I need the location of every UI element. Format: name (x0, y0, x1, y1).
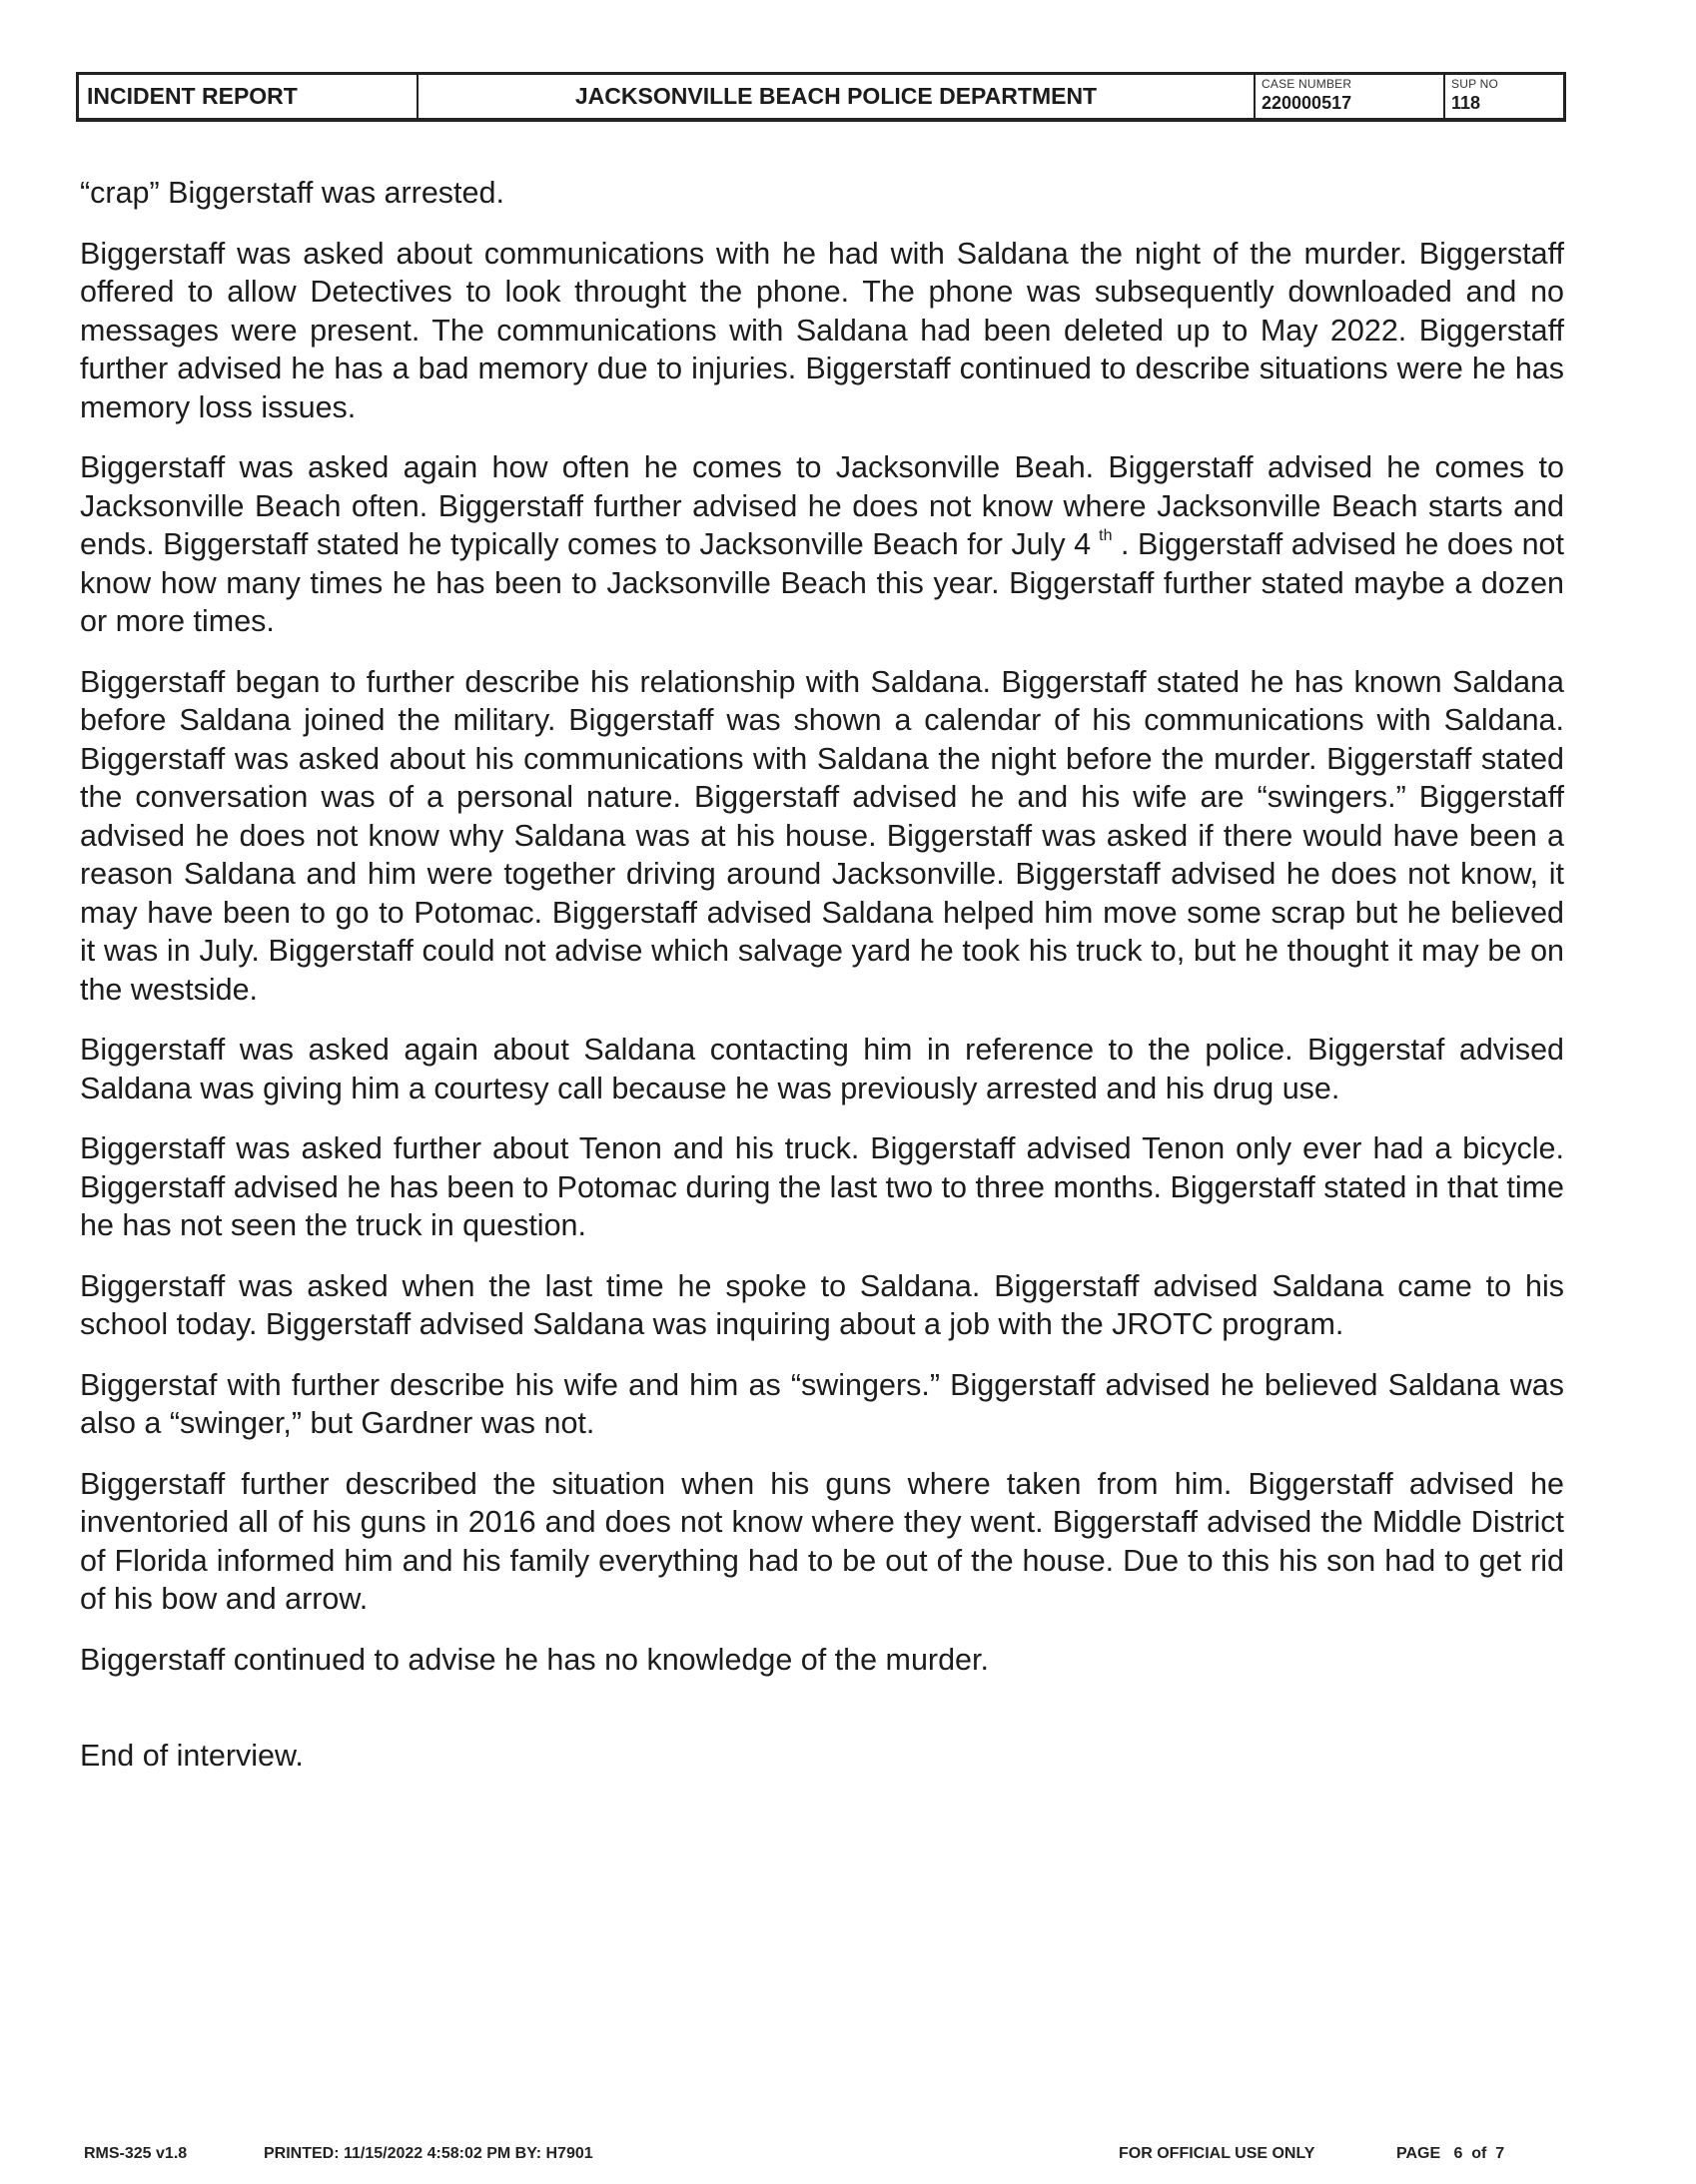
paragraph (80, 448, 1564, 641)
report-type-cell (79, 75, 419, 118)
case-number: 220000517 (1262, 93, 1352, 113)
department-cell (419, 75, 1256, 118)
report-type: INCIDENT REPORT (87, 83, 298, 109)
page-number: PAGE 6 of 7 (1396, 2145, 1505, 2162)
department-name: JACKSONVILLE BEACH POLICE DEPARTMENT (574, 83, 1098, 109)
report-header (76, 72, 1566, 122)
paragraph-text: . Biggerstaff advised he does not know how many times he has been to Jacksonville Beach this year. Biggerstaff further stated maybe a dozen or more times. (80, 527, 1564, 638)
sup-no-label: SUP NO (1451, 77, 1498, 91)
paragraph: Biggerstaf with further describe his wife and him as “swingers.” Biggerstaff advised he believed Saldana was also a “swinger,” but Gardner was not. (80, 1367, 1564, 1440)
paragraph: Biggerstaff began to further describe his relationship with Saldana. Biggerstaff stated he has known Saldana before Saldana joined the military. Biggerstaff was shown a calendar of his communications with Saldana. Biggerstaff was asked about his communications with Saldana the night before the murder. Biggerstaff stated the conversation was of a personal nature. Biggerstaff advised he and his wife are “swingers.” Biggerstaff advised he does not know why Saldana was at his house. Biggerstaff was asked if there would have been a reason Saldana and him were together driving around Jacksonville. Biggerstaff advised he does not know, it may have been to go to Potomac. Biggerstaff advised Saldana helped him move some scrap but he believed it was in July. Biggerstaff could not advise which salvage yard he took his truck to, but he thought it may be on the westside. (80, 664, 1564, 1007)
ordinal-suffix: th (1099, 527, 1113, 544)
paragraph: Biggerstaff was asked about communications with he had with Saldana the night of the murder. Biggerstaff offered to allow Detectives to look throught the phone. The phone was subsequently downloaded and no messages were present. The communications with Saldana had been deleted up to May 2022. Biggerstaff further advised he has a bad memory due to injuries. Biggerstaff continued to describe situations were he has memory loss issues. (80, 236, 1564, 424)
paragraph: Biggerstaff continued to advise he has no knowledge of the murder. (80, 1642, 989, 1677)
paragraph: “crap” Biggerstaff was arrested. (80, 176, 504, 210)
report-footer (0, 2145, 1696, 2165)
sup-no: 118 (1451, 93, 1481, 113)
printed-info: PRINTED: 11/15/2022 4:58:02 PM BY: H7901 (264, 2145, 593, 2162)
paragraph: Biggerstaff was asked when the last time he spoke to Saldana. Biggerstaff advised Saldana came to his school today. Biggerstaff advised Saldana was inquiring about a job with the JROTC program. (80, 1268, 1564, 1341)
sup-no-cell (1445, 75, 1563, 118)
paragraph: Biggerstaff further described the situation when his guns where taken from him. Biggerstaff advised he inventoried all of his guns in 2016 and does not know where they went. Biggerstaff advised the Middle District of Florida informed him and his family everything had to be out of the house. Due to this his son had to get rid of his bow and arrow. (80, 1466, 1564, 1616)
case-number-label: CASE NUMBER (1262, 77, 1352, 91)
end-of-interview: End of interview. (80, 1739, 304, 1773)
official-use-notice: FOR OFFICIAL USE ONLY (1119, 2145, 1315, 2162)
form-id: RMS-325 v1.8 (84, 2145, 188, 2162)
report-body (80, 174, 1564, 1798)
case-number-cell (1256, 75, 1445, 118)
paragraph-text: Biggerstaff was asked again how often he comes to Jacksonville Beah. Biggerstaff advised he comes to Jacksonville Beach often. Biggerstaff further advised he does not know where Jacksonville Beach starts and ends. Biggerstaff stated he typically comes to Jacksonville Beach for July 4 (80, 450, 1564, 561)
paragraph: Biggerstaff was asked again about Saldana contacting him in reference to the police. Biggerstaf advised Saldana was giving him a courtesy call because he was previously arrested and his drug use. (80, 1033, 1564, 1105)
paragraph: Biggerstaff was asked further about Tenon and his truck. Biggerstaff advised Tenon only ever had a bicycle. Biggerstaff advised he has been to Potomac during the last two to three months. Biggerstaff stated in that time he has not seen the truck in question. (80, 1131, 1564, 1242)
